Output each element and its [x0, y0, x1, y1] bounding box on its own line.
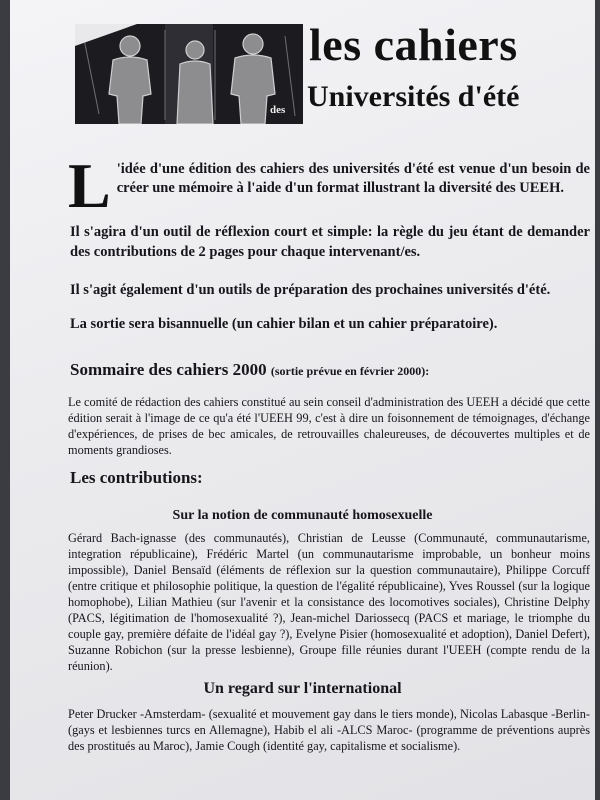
intro-text: 'idée d'une édition des cahiers des universités d'été est venue d'un besoin de créer une mémoire à l'aide d'un format illustrant la diversité des UEEH.	[116, 161, 590, 196]
section-text-communaute: Gérard Bach-ignasse (des communautés), Christian de Leusse (Communauté, communautarisme, integration républicaine), Frédéric Martel (un communautarisme improbable, un bonheur moins impossible), Daniel Bensaïd (éléments de réflexion sur la question communautaire), Philippe Corcuff (entre critique et philosophie politique, la question de l'égalité républicaine), Yves Roussel (sur la logique homophobe), Lilian Mathieu (sur l'avenir et la consistance des locomotives sociales), Christine Delphy (PACS, légitimation de l'homosexualité ?), Jean-michel Dariosseсq (PACS et mariage, le triomphe du couple gay, première défaite de l'idéal gay ?), Evelyne Pisier (homosexualité et adoption), Daniel Defert), Suzanne Robichon (sur la presse lesbienne), Groupe fille réunies durant l'UEEH (compte rendu de la réunion).	[68, 531, 590, 673]
masthead-subtitle-prefix: des	[270, 104, 286, 116]
intro-paragraph	[68, 150, 590, 221]
sommaire-text: Le comité de rédaction des cahiers constitué au sein conseil d'administration des UEEH a décidé que cette édition serait à l'image de ce qu'a été l'UEEH 99, c'est à dire un foisonnement de témoignages, d'échange d'expériences, de prises de bec amicales, de retrouvailles chaleureuses, de découvertes multiples et de moments grandioses.	[68, 395, 590, 457]
contributions-heading: Les contributions:	[70, 468, 203, 487]
paragraph-sortie: La sortie sera bisannuelle (un cahier bilan et un cahier préparatoire).	[70, 316, 498, 332]
paragraph-preparation: Il s'agit également d'un outils de préparation des prochaines universités d'été.	[70, 282, 551, 298]
section-text-international: Peter Drucker -Amsterdam- (sexualité et mouvement gay dans le tiers monde), Nicolas Labasque -Berlin- (gays et lesbiennes turcs en Allemagne), Habib el ali -ALCS Maroc- (programme de préventions auprès des prostitués au Maroc), Jamie Cough (identité gay, capitalisme et socialisme).	[68, 707, 590, 753]
drop-cap: L	[68, 150, 111, 221]
masthead	[75, 18, 575, 130]
sommaire-heading-note: (sortie prévue en février 2000):	[270, 364, 430, 378]
sommaire-heading	[70, 360, 429, 380]
document-page	[10, 0, 595, 800]
section-heading-international: Un regard sur l'international	[203, 680, 402, 697]
sommaire-heading-text: Sommaire des cahiers 2000	[70, 360, 267, 379]
masthead-title: les cahiers	[309, 19, 518, 70]
header-illustration	[75, 24, 303, 124]
paragraph-outil: Il s'agira d'un outil de réflexion court et simple: la règle du jeu étant de demander des contributions de 2 pages pour chaque intervenant/es.	[70, 224, 590, 260]
section-heading-communaute: Sur la notion de communauté homosexuelle	[172, 508, 433, 523]
masthead-subtitle: Universités d'été	[307, 80, 520, 113]
